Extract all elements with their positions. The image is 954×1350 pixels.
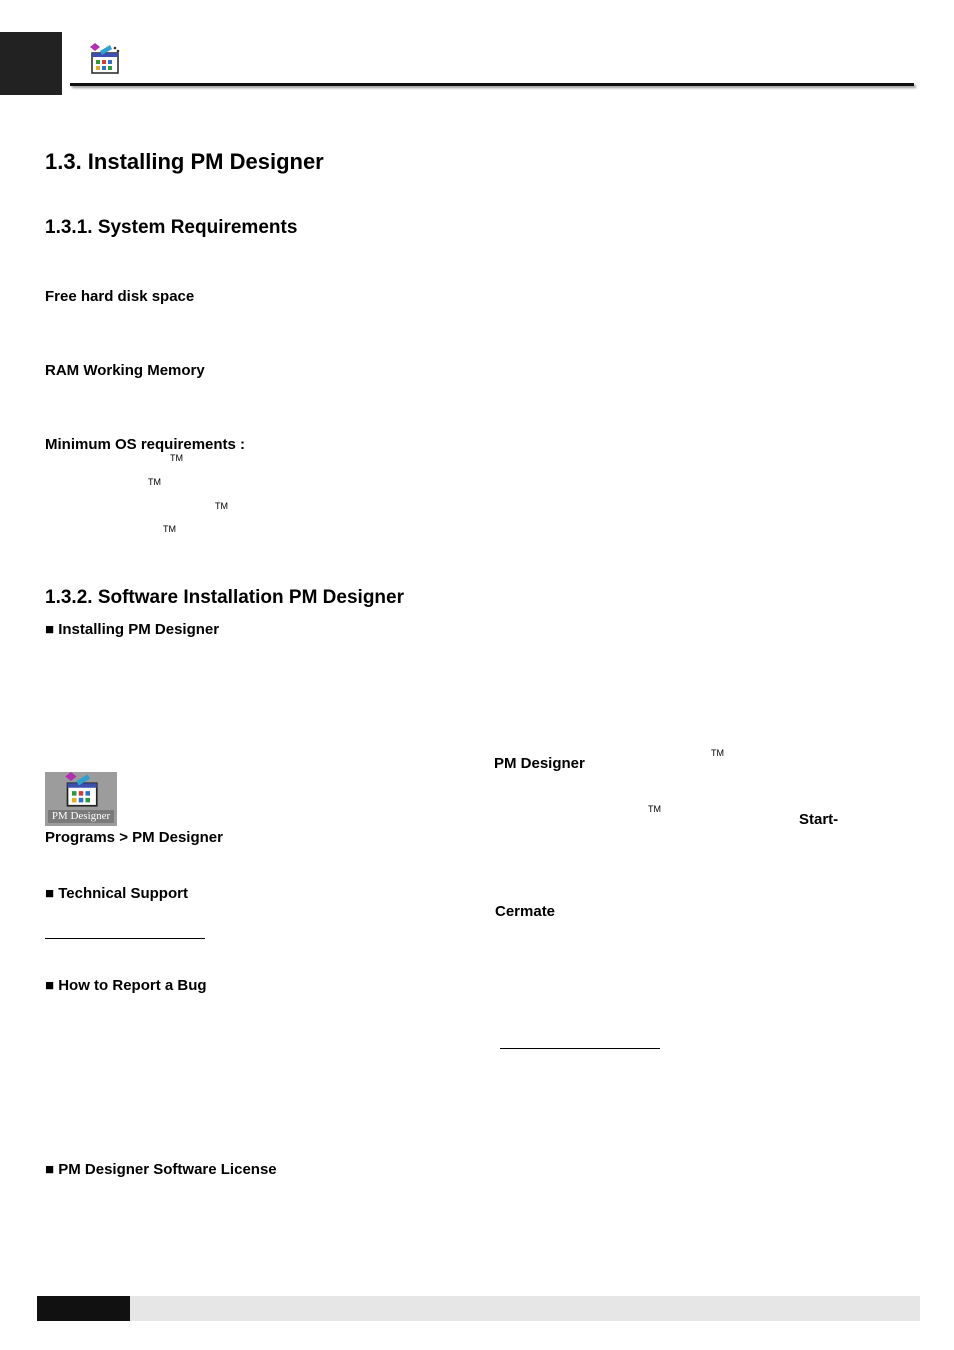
header-rule <box>70 83 914 86</box>
footer-bar <box>130 1296 920 1321</box>
desktop-shortcut[interactable] <box>45 772 117 826</box>
chapter-tab <box>0 32 62 95</box>
desktop-shortcut-caption: PM Designer <box>48 810 114 823</box>
start-menu-label: Start- <box>799 811 839 828</box>
pm-designer-app-icon <box>88 43 120 75</box>
subsection-system-requirements: 1.3.1. System Requirements <box>45 217 298 238</box>
programs-path: Programs > PM Designer <box>45 829 223 846</box>
link-underline[interactable] <box>500 1048 660 1049</box>
trademark-mark: TM <box>170 453 183 463</box>
installing-heading: ■ Installing PM Designer <box>45 621 220 638</box>
report-bug-heading: ■ How to Report a Bug <box>45 977 207 994</box>
req-os-label: Minimum OS requirements : <box>45 436 246 453</box>
section-title: 1.3. Installing PM Designer <box>45 149 324 174</box>
cermate-label: Cermate <box>495 903 556 920</box>
pm-designer-inline: PM Designer <box>494 755 585 772</box>
trademark-mark: TM <box>148 477 161 487</box>
req-disk-label: Free hard disk space <box>45 288 195 305</box>
subsection-software-installation: 1.3.2. Software Installation PM Designer <box>45 587 404 608</box>
req-ram-label: RAM Working Memory <box>45 362 205 379</box>
footer-page-tab <box>37 1296 130 1321</box>
pm-designer-shortcut-icon <box>63 772 99 808</box>
technical-support-heading: ■ Technical Support <box>45 885 188 902</box>
trademark-mark: TM <box>711 748 724 758</box>
trademark-mark: TM <box>648 804 661 814</box>
trademark-mark: TM <box>163 524 176 534</box>
trademark-mark: TM <box>215 501 228 511</box>
license-heading: ■ PM Designer Software License <box>45 1161 277 1178</box>
link-underline[interactable] <box>45 938 205 939</box>
